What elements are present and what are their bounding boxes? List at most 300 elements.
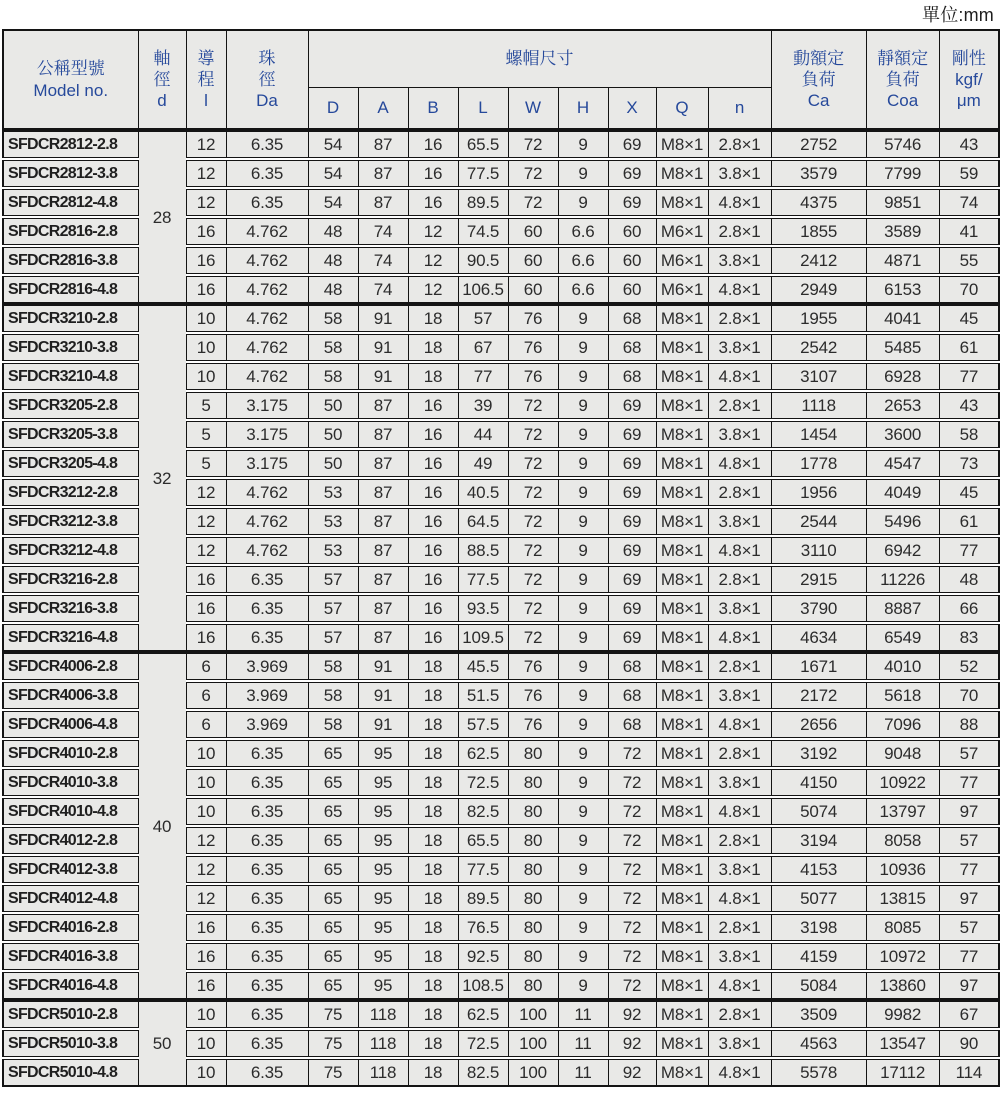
- value-cell: 53: [308, 507, 358, 536]
- value-cell: 69: [608, 159, 656, 188]
- value-cell: 77.5: [458, 159, 508, 188]
- value-cell: 3.175: [226, 420, 308, 449]
- model-cell: SFDCR2816-4.8: [3, 275, 138, 304]
- value-cell: 9: [558, 739, 608, 768]
- value-cell: 61: [939, 507, 999, 536]
- value-cell: 65: [308, 739, 358, 768]
- value-cell: 2653: [866, 391, 939, 420]
- value-cell: 95: [358, 913, 408, 942]
- value-cell: 48: [308, 217, 358, 246]
- value-cell: 6549: [866, 623, 939, 652]
- value-cell: 18: [408, 855, 458, 884]
- value-cell: 11: [558, 1058, 608, 1086]
- value-cell: 48: [308, 275, 358, 304]
- model-cell: SFDCR4006-3.8: [3, 681, 138, 710]
- value-cell: 6.35: [226, 942, 308, 971]
- value-cell: 3589: [866, 217, 939, 246]
- value-cell: M8×1: [656, 1000, 708, 1029]
- value-cell: 72: [608, 855, 656, 884]
- value-cell: 82.5: [458, 797, 508, 826]
- value-cell: 18: [408, 768, 458, 797]
- value-cell: 12: [186, 826, 226, 855]
- value-cell: 60: [508, 246, 558, 275]
- value-cell: 9: [558, 971, 608, 1000]
- value-cell: 88: [939, 710, 999, 739]
- value-cell: 76: [508, 362, 558, 391]
- value-cell: 2949: [771, 275, 866, 304]
- value-cell: 13797: [866, 797, 939, 826]
- model-cell: SFDCR2812-3.8: [3, 159, 138, 188]
- value-cell: 50: [308, 449, 358, 478]
- value-cell: 11: [558, 1000, 608, 1029]
- value-cell: 9: [558, 652, 608, 681]
- value-cell: 60: [508, 217, 558, 246]
- value-cell: 2.8×1: [708, 130, 771, 159]
- value-cell: 92: [608, 1058, 656, 1086]
- value-cell: 9: [558, 304, 608, 333]
- value-cell: 16: [408, 536, 458, 565]
- value-cell: 87: [358, 565, 408, 594]
- value-cell: 16: [186, 594, 226, 623]
- value-cell: 97: [939, 971, 999, 1000]
- value-cell: 95: [358, 826, 408, 855]
- value-cell: 45: [939, 478, 999, 507]
- value-cell: 87: [358, 188, 408, 217]
- value-cell: 3790: [771, 594, 866, 623]
- value-cell: M8×1: [656, 507, 708, 536]
- model-cell: SFDCR3205-4.8: [3, 449, 138, 478]
- value-cell: 53: [308, 478, 358, 507]
- value-cell: 10: [186, 333, 226, 362]
- value-cell: 48: [939, 565, 999, 594]
- value-cell: 6.35: [226, 565, 308, 594]
- value-cell: 70: [939, 275, 999, 304]
- value-cell: 9: [558, 478, 608, 507]
- value-cell: 18: [408, 652, 458, 681]
- value-cell: 6.35: [226, 159, 308, 188]
- value-cell: 16: [186, 246, 226, 275]
- value-cell: 4.8×1: [708, 275, 771, 304]
- value-cell: 72: [608, 884, 656, 913]
- value-cell: 60: [608, 246, 656, 275]
- value-cell: 16: [408, 623, 458, 652]
- value-cell: 10936: [866, 855, 939, 884]
- value-cell: 68: [608, 362, 656, 391]
- value-cell: 75: [308, 1000, 358, 1029]
- value-cell: 4.8×1: [708, 1058, 771, 1086]
- model-cell: SFDCR2812-4.8: [3, 188, 138, 217]
- value-cell: 1118: [771, 391, 866, 420]
- value-cell: 9: [558, 420, 608, 449]
- value-cell: 95: [358, 855, 408, 884]
- model-cell: SFDCR5010-4.8: [3, 1058, 138, 1086]
- value-cell: 73: [939, 449, 999, 478]
- value-cell: 87: [358, 449, 408, 478]
- value-cell: 4.8×1: [708, 797, 771, 826]
- col-header-model: [3, 30, 138, 130]
- model-cell: SFDCR4016-4.8: [3, 971, 138, 1000]
- value-cell: 72: [508, 420, 558, 449]
- value-cell: 83: [939, 623, 999, 652]
- col-header-model-zh: 公稱型號: [36, 59, 105, 79]
- value-cell: 13815: [866, 884, 939, 913]
- value-cell: M8×1: [656, 420, 708, 449]
- value-cell: 10: [186, 1058, 226, 1086]
- value-cell: 65: [308, 971, 358, 1000]
- value-cell: 69: [608, 391, 656, 420]
- value-cell: 69: [608, 565, 656, 594]
- value-cell: M8×1: [656, 768, 708, 797]
- model-cell: SFDCR4012-3.8: [3, 855, 138, 884]
- value-cell: M8×1: [656, 681, 708, 710]
- table-row: [3, 652, 999, 681]
- value-cell: 77: [458, 362, 508, 391]
- shaft-dia-cell: 50: [138, 1000, 186, 1086]
- value-cell: 72: [508, 536, 558, 565]
- value-cell: 4153: [771, 855, 866, 884]
- value-cell: 76: [508, 710, 558, 739]
- col-header-static-load: 靜額定 負荷 Coa: [866, 30, 939, 130]
- value-cell: 10: [186, 797, 226, 826]
- value-cell: 5: [186, 391, 226, 420]
- spec-table: [2, 29, 1000, 1087]
- value-cell: 87: [358, 391, 408, 420]
- value-cell: M8×1: [656, 942, 708, 971]
- value-cell: 9: [558, 507, 608, 536]
- value-cell: 57.5: [458, 710, 508, 739]
- value-cell: 95: [358, 739, 408, 768]
- value-cell: 54: [308, 159, 358, 188]
- value-cell: 3.8×1: [708, 159, 771, 188]
- value-cell: M6×1: [656, 217, 708, 246]
- value-cell: 77: [939, 362, 999, 391]
- value-cell: 72.5: [458, 768, 508, 797]
- value-cell: 72: [508, 507, 558, 536]
- value-cell: 74: [358, 246, 408, 275]
- value-cell: 60: [508, 275, 558, 304]
- value-cell: 18: [408, 1000, 458, 1029]
- value-cell: M8×1: [656, 652, 708, 681]
- value-cell: 77: [939, 536, 999, 565]
- value-cell: M8×1: [656, 971, 708, 1000]
- value-cell: 8887: [866, 594, 939, 623]
- value-cell: 4.762: [226, 217, 308, 246]
- value-cell: 4.8×1: [708, 362, 771, 391]
- value-cell: 4.762: [226, 536, 308, 565]
- value-cell: 4150: [771, 768, 866, 797]
- value-cell: 68: [608, 681, 656, 710]
- value-cell: 3.8×1: [708, 333, 771, 362]
- value-cell: 43: [939, 391, 999, 420]
- value-cell: 9: [558, 710, 608, 739]
- value-cell: M8×1: [656, 884, 708, 913]
- model-cell: SFDCR4012-2.8: [3, 826, 138, 855]
- value-cell: 80: [508, 942, 558, 971]
- value-cell: 9048: [866, 739, 939, 768]
- model-cell: SFDCR4012-4.8: [3, 884, 138, 913]
- value-cell: 12: [408, 246, 458, 275]
- value-cell: 65: [308, 913, 358, 942]
- value-cell: 9: [558, 188, 608, 217]
- value-cell: 95: [358, 942, 408, 971]
- value-cell: 91: [358, 333, 408, 362]
- value-cell: 6.35: [226, 594, 308, 623]
- value-cell: 76: [508, 681, 558, 710]
- value-cell: 9: [558, 536, 608, 565]
- value-cell: 4871: [866, 246, 939, 275]
- value-cell: 6.35: [226, 1029, 308, 1058]
- value-cell: 80: [508, 971, 558, 1000]
- model-cell: SFDCR2816-2.8: [3, 217, 138, 246]
- value-cell: 4.762: [226, 275, 308, 304]
- value-cell: 54: [308, 188, 358, 217]
- value-cell: 2544: [771, 507, 866, 536]
- model-cell: SFDCR3212-4.8: [3, 536, 138, 565]
- value-cell: M8×1: [656, 623, 708, 652]
- model-cell: SFDCR4010-3.8: [3, 768, 138, 797]
- value-cell: 67: [458, 333, 508, 362]
- col-header-shaft-dia: 軸 徑 d: [138, 30, 186, 130]
- value-cell: 39: [458, 391, 508, 420]
- col-header-W: W: [508, 88, 558, 131]
- value-cell: 6.35: [226, 884, 308, 913]
- value-cell: 4.762: [226, 246, 308, 275]
- value-cell: 9: [558, 855, 608, 884]
- value-cell: 8058: [866, 826, 939, 855]
- shaft-dia-cell: 32: [138, 304, 186, 652]
- value-cell: 58: [308, 710, 358, 739]
- model-cell: SFDCR4016-3.8: [3, 942, 138, 971]
- value-cell: 6.35: [226, 913, 308, 942]
- value-cell: 16: [408, 478, 458, 507]
- model-cell: SFDCR4006-4.8: [3, 710, 138, 739]
- value-cell: 80: [508, 797, 558, 826]
- value-cell: 65: [308, 768, 358, 797]
- value-cell: 6: [186, 652, 226, 681]
- value-cell: 10972: [866, 942, 939, 971]
- value-cell: 1955: [771, 304, 866, 333]
- value-cell: 77: [939, 855, 999, 884]
- value-cell: 5485: [866, 333, 939, 362]
- value-cell: 100: [508, 1058, 558, 1086]
- value-cell: 97: [939, 884, 999, 913]
- col-header-ball-dia: 珠 徑 Da: [226, 30, 308, 130]
- value-cell: 69: [608, 449, 656, 478]
- value-cell: 118: [358, 1058, 408, 1086]
- value-cell: 1855: [771, 217, 866, 246]
- value-cell: 50: [308, 391, 358, 420]
- value-cell: 16: [408, 420, 458, 449]
- value-cell: 95: [358, 768, 408, 797]
- value-cell: 41: [939, 217, 999, 246]
- value-cell: 75: [308, 1058, 358, 1086]
- value-cell: 9: [558, 449, 608, 478]
- table-row: [3, 304, 999, 333]
- value-cell: 6942: [866, 536, 939, 565]
- value-cell: 12: [186, 159, 226, 188]
- shaft-dia-cell: 28: [138, 130, 186, 304]
- value-cell: 118: [358, 1000, 408, 1029]
- value-cell: 87: [358, 594, 408, 623]
- value-cell: 100: [508, 1000, 558, 1029]
- value-cell: 12: [186, 536, 226, 565]
- value-cell: 16: [408, 594, 458, 623]
- value-cell: 12: [186, 884, 226, 913]
- value-cell: 16: [186, 565, 226, 594]
- value-cell: 108.5: [458, 971, 508, 1000]
- value-cell: 72: [608, 913, 656, 942]
- shaft-dia-cell: 40: [138, 652, 186, 1000]
- value-cell: 57: [939, 913, 999, 942]
- value-cell: 67: [939, 1000, 999, 1029]
- value-cell: 82.5: [458, 1058, 508, 1086]
- value-cell: M8×1: [656, 710, 708, 739]
- model-cell: SFDCR3205-2.8: [3, 391, 138, 420]
- value-cell: 118: [358, 1029, 408, 1058]
- value-cell: 68: [608, 710, 656, 739]
- col-header-D: D: [308, 88, 358, 131]
- value-cell: 9: [558, 884, 608, 913]
- value-cell: 18: [408, 333, 458, 362]
- value-cell: 1778: [771, 449, 866, 478]
- value-cell: 2.8×1: [708, 913, 771, 942]
- value-cell: 18: [408, 884, 458, 913]
- unit-label: 單位:mm: [922, 5, 994, 25]
- value-cell: 69: [608, 594, 656, 623]
- model-cell: SFDCR4016-2.8: [3, 913, 138, 942]
- value-cell: 50: [308, 420, 358, 449]
- value-cell: 9: [558, 565, 608, 594]
- value-cell: 5: [186, 420, 226, 449]
- value-cell: 9: [558, 333, 608, 362]
- value-cell: 4.8×1: [708, 449, 771, 478]
- value-cell: 6928: [866, 362, 939, 391]
- value-cell: 3192: [771, 739, 866, 768]
- value-cell: 2.8×1: [708, 826, 771, 855]
- value-cell: 80: [508, 739, 558, 768]
- value-cell: 72: [608, 942, 656, 971]
- value-cell: 65.5: [458, 130, 508, 159]
- value-cell: 2.8×1: [708, 391, 771, 420]
- value-cell: 72: [508, 449, 558, 478]
- value-cell: 75: [308, 1029, 358, 1058]
- model-cell: SFDCR5010-2.8: [3, 1000, 138, 1029]
- value-cell: 16: [408, 159, 458, 188]
- value-cell: 4.762: [226, 507, 308, 536]
- value-cell: 58: [308, 652, 358, 681]
- value-cell: 55: [939, 246, 999, 275]
- model-cell: SFDCR3205-3.8: [3, 420, 138, 449]
- model-cell: SFDCR3210-2.8: [3, 304, 138, 333]
- value-cell: 3.8×1: [708, 855, 771, 884]
- value-cell: 6.35: [226, 623, 308, 652]
- value-cell: 16: [408, 449, 458, 478]
- value-cell: 76: [508, 333, 558, 362]
- value-cell: 9: [558, 768, 608, 797]
- value-cell: 8085: [866, 913, 939, 942]
- value-cell: M8×1: [656, 739, 708, 768]
- col-header-L: L: [458, 88, 508, 131]
- value-cell: 77: [939, 768, 999, 797]
- value-cell: 72: [508, 159, 558, 188]
- value-cell: 72: [608, 739, 656, 768]
- model-cell: SFDCR3210-3.8: [3, 333, 138, 362]
- value-cell: 68: [608, 652, 656, 681]
- value-cell: 69: [608, 188, 656, 217]
- value-cell: 64.5: [458, 507, 508, 536]
- value-cell: 6.35: [226, 1000, 308, 1029]
- value-cell: 2542: [771, 333, 866, 362]
- value-cell: 69: [608, 130, 656, 159]
- col-header-lead: 導 程 l: [186, 30, 226, 130]
- value-cell: 4375: [771, 188, 866, 217]
- value-cell: 69: [608, 536, 656, 565]
- value-cell: 2172: [771, 681, 866, 710]
- value-cell: 10: [186, 1000, 226, 1029]
- value-cell: 9: [558, 362, 608, 391]
- value-cell: 12: [186, 855, 226, 884]
- value-cell: 5084: [771, 971, 866, 1000]
- value-cell: M8×1: [656, 188, 708, 217]
- value-cell: M6×1: [656, 246, 708, 275]
- model-cell: SFDCR4006-2.8: [3, 652, 138, 681]
- value-cell: 12: [186, 507, 226, 536]
- value-cell: 16: [408, 188, 458, 217]
- model-cell: SFDCR3216-3.8: [3, 594, 138, 623]
- value-cell: 95: [358, 884, 408, 913]
- value-cell: 92.5: [458, 942, 508, 971]
- value-cell: 9: [558, 391, 608, 420]
- col-header-Q: Q: [656, 88, 708, 131]
- value-cell: 3198: [771, 913, 866, 942]
- value-cell: 60: [608, 275, 656, 304]
- value-cell: 16: [408, 507, 458, 536]
- value-cell: 1671: [771, 652, 866, 681]
- value-cell: 3600: [866, 420, 939, 449]
- value-cell: 5496: [866, 507, 939, 536]
- value-cell: 13860: [866, 971, 939, 1000]
- value-cell: 6.6: [558, 275, 608, 304]
- value-cell: 106.5: [458, 275, 508, 304]
- value-cell: 3.175: [226, 449, 308, 478]
- value-cell: 6.35: [226, 971, 308, 1000]
- value-cell: 6.35: [226, 188, 308, 217]
- value-cell: 9: [558, 797, 608, 826]
- value-cell: 69: [608, 478, 656, 507]
- value-cell: 3107: [771, 362, 866, 391]
- value-cell: 48: [308, 246, 358, 275]
- value-cell: 3.8×1: [708, 420, 771, 449]
- value-cell: 2.8×1: [708, 739, 771, 768]
- model-cell: SFDCR3212-3.8: [3, 507, 138, 536]
- value-cell: 1454: [771, 420, 866, 449]
- value-cell: 6: [186, 710, 226, 739]
- value-cell: 97: [939, 797, 999, 826]
- value-cell: 80: [508, 913, 558, 942]
- value-cell: 57: [308, 623, 358, 652]
- value-cell: 2.8×1: [708, 652, 771, 681]
- value-cell: 6.35: [226, 855, 308, 884]
- value-cell: 77: [939, 942, 999, 971]
- value-cell: M8×1: [656, 391, 708, 420]
- value-cell: 91: [358, 710, 408, 739]
- value-cell: 68: [608, 304, 656, 333]
- value-cell: 6.35: [226, 739, 308, 768]
- value-cell: 6: [186, 681, 226, 710]
- value-cell: 80: [508, 884, 558, 913]
- value-cell: 4547: [866, 449, 939, 478]
- value-cell: 87: [358, 536, 408, 565]
